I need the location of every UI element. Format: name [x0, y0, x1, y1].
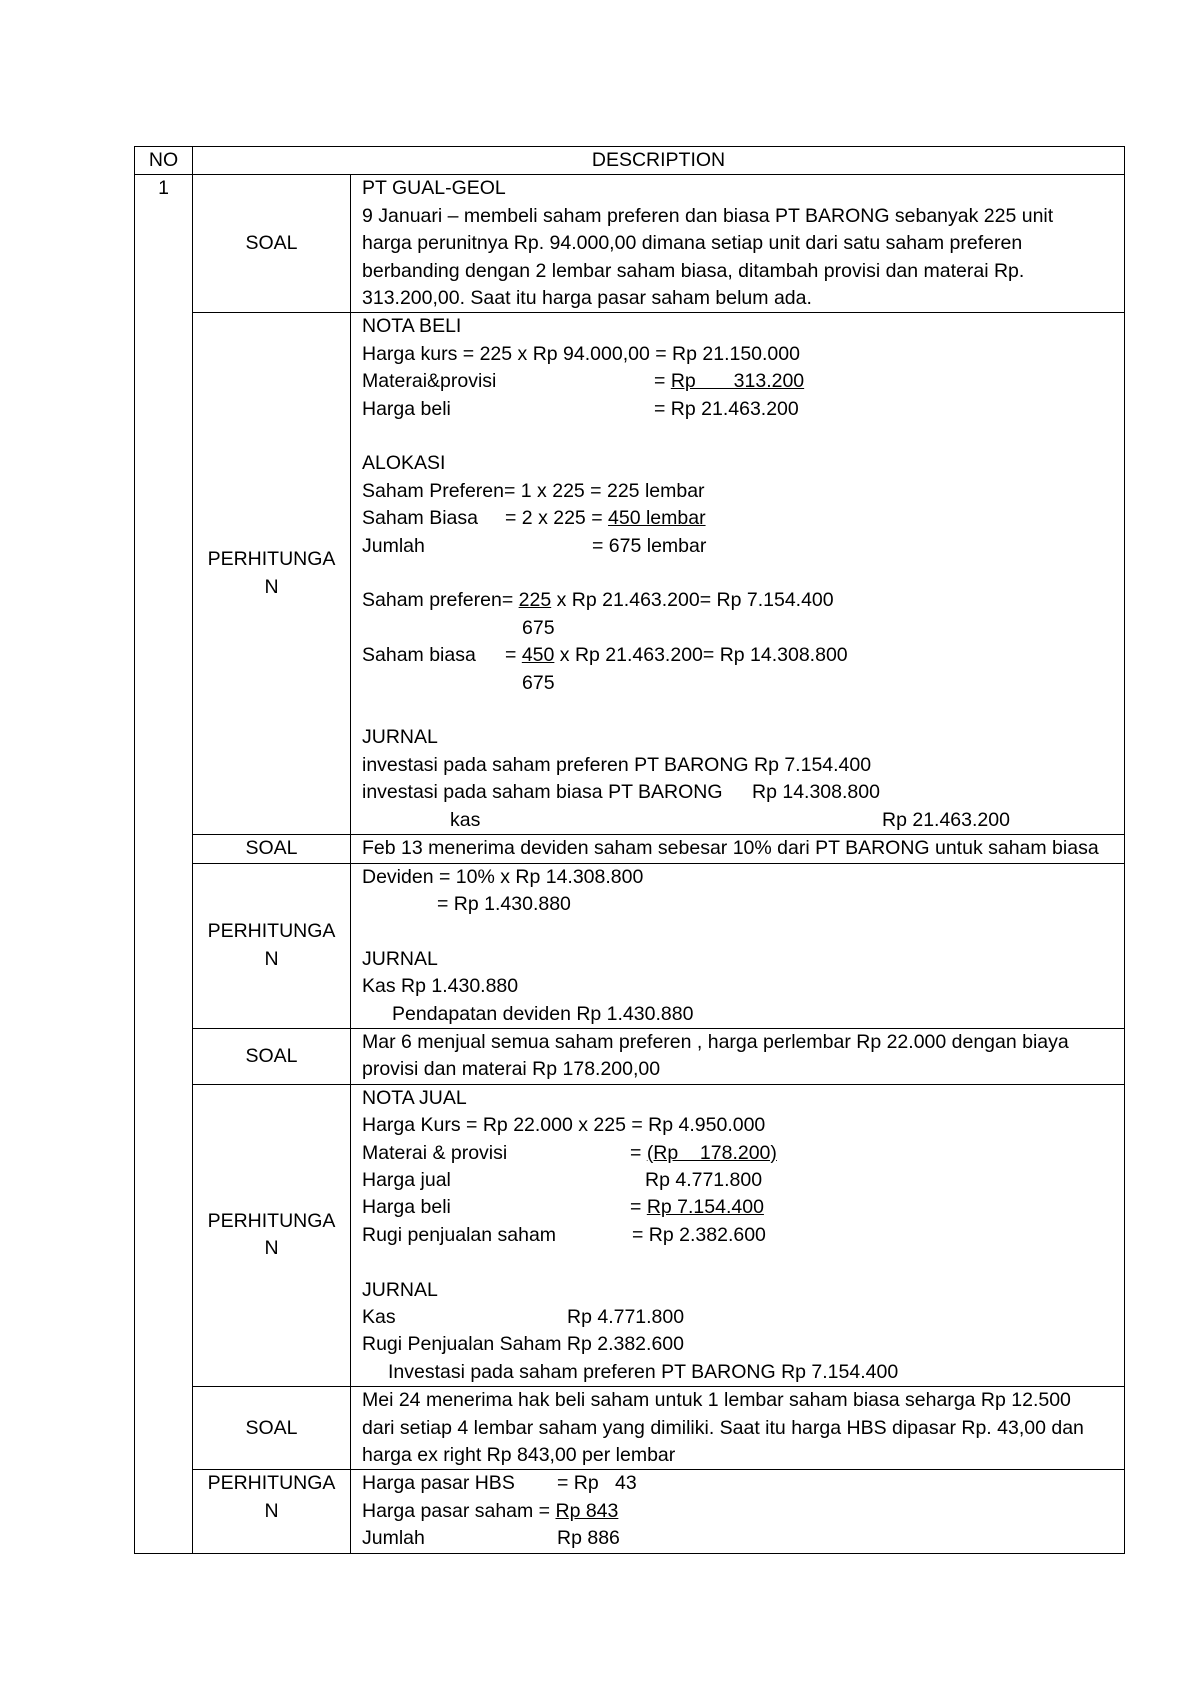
row-number: 1 [135, 175, 193, 1553]
perhitungan-4-text: Harga pasar HBS = Rp 43 Harga pasar saham = Rp 843 Jumlah Rp 886 [351, 1470, 1125, 1553]
row-s3-perhitungan [135, 1084, 1125, 1386]
row-s2-soal [135, 835, 1125, 863]
soal-4-text: Mei 24 menerima hak beli saham untuk 1 lembar saham biasa seharga Rp 12.500 dari setiap 4 lembar saham yang dimiliki. Saat itu harga HBS dipasar Rp. 43,00 dan harga ex right Rp 843,00 per lembar [351, 1387, 1125, 1470]
perhitungan-1-text: NOTA BELI Harga kurs = 225 x Rp 94.000,00 = Rp 21.150.000 Materai&provisi = Rp 313.200 Harga beli = Rp 21.463.200 ALOKASI Saham Preferen= 1 x 225 = 225 lembar Saham Biasa = 2 x 225 = 450 lembar Jumlah = 675 lembar Saham preferen= 225 x Rp 21.463.200= Rp 7.154.400 675 Saham biasa = 450 x Rp 21.463.200= Rp 14.308.800 675 JURNAL investasi pada saham preferen PT BARONG Rp 7.154.400 investasi pada saham biasa PT BARONG Rp 14.308.800 kas Rp 21.463.200 [351, 313, 1125, 835]
label-perhitungan-2: PERHITUNGA N [193, 863, 351, 1028]
label-perhitungan-1: PERHITUNGA N [193, 313, 351, 835]
row-s4-soal [135, 1387, 1125, 1470]
perhitungan-2-text: Deviden = 10% x Rp 14.308.800 = Rp 1.430.880 JURNAL Kas Rp 1.430.880 Pendapatan deviden Rp 1.430.880 [351, 863, 1125, 1028]
header-no: NO [135, 147, 193, 175]
row-s2-perhitungan [135, 863, 1125, 1028]
soal-1-text: PT GUAL-GEOL 9 Januari – membeli saham preferen dan biasa PT BARONG sebanyak 225 unit harga perunitnya Rp. 94.000,00 dimana setiap unit dari satu saham preferen berbanding dengan 2 lembar saham biasa, ditambah provisi dan materai Rp. 313.200,00. Saat itu harga pasar saham belum ada. [351, 175, 1125, 313]
label-soal-2: SOAL [193, 835, 351, 863]
perhitungan-3-text: NOTA JUAL Harga Kurs = Rp 22.000 x 225 = Rp 4.950.000 Materai & provisi = (Rp 178.200) Harga jual Rp 4.771.800 Harga beli = Rp 7.154.400 Rugi penjualan saham = Rp 2.382.600 JURNAL Kas Rp 4.771.800 Rugi Penjualan Saham Rp 2.382.600 Investasi pada saham preferen PT BARONG Rp 7.154.400 [351, 1084, 1125, 1386]
row-s3-soal [135, 1028, 1125, 1084]
journal-table [134, 146, 1125, 1554]
soal-2-text: Feb 13 menerima deviden saham sebesar 10% dari PT BARONG untuk saham biasa [351, 835, 1125, 863]
header-description: DESCRIPTION [193, 147, 1125, 175]
row-s1-soal [135, 175, 1125, 313]
label-perhitungan-3: PERHITUNGA N [193, 1084, 351, 1386]
label-soal-3: SOAL [193, 1028, 351, 1084]
row-s1-perhitungan [135, 313, 1125, 835]
header-row [135, 147, 1125, 175]
row-s4-perhitungan [135, 1470, 1125, 1553]
soal-3-text: Mar 6 menjual semua saham preferen , harga perlembar Rp 22.000 dengan biaya provisi dan materai Rp 178.200,00 [351, 1028, 1125, 1084]
label-soal-4: SOAL [193, 1387, 351, 1470]
label-soal-1: SOAL [193, 175, 351, 313]
label-perhitungan-4: PERHITUNGA N [193, 1470, 351, 1553]
